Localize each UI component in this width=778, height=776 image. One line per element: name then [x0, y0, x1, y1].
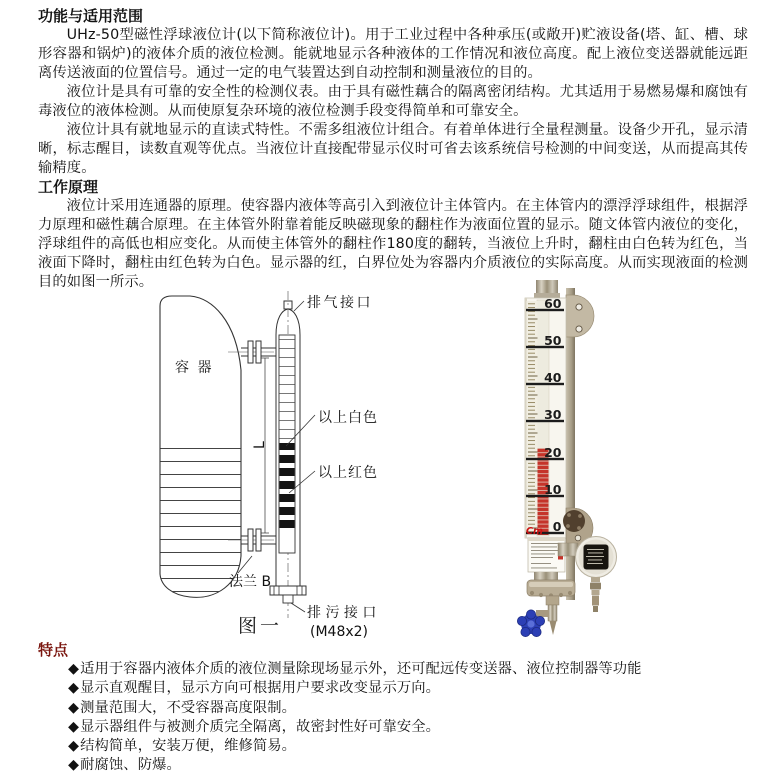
features-list [38, 660, 748, 776]
nameplate-text-line [531, 550, 562, 551]
top-flange-left [248, 341, 253, 363]
scale-label-50: 50 [544, 333, 562, 348]
white-above-label: 以上白色 [318, 410, 378, 426]
feature-text: 显示器组件与被测介质完全隔离，故密封性好可靠安全。 [80, 718, 441, 735]
valve-arm [536, 610, 549, 617]
diamond-bullet-icon: ◆ [68, 718, 80, 735]
flange-bolt [559, 593, 563, 597]
transmitter-stem [558, 543, 578, 556]
scale-label-40: 40 [544, 370, 562, 385]
diamond-bullet-icon: ◆ [68, 661, 80, 677]
half-ticks [527, 301, 538, 535]
drain-port-label: 排 污 接 口 [307, 605, 377, 621]
transmitter-face-text-line [588, 553, 603, 554]
scale-label-0: 0 [552, 519, 562, 534]
drain-leader-line [291, 603, 305, 612]
bracket-bolt-hole [575, 535, 581, 541]
bracket-bolt-hole [576, 326, 582, 332]
nameplate-text-line [531, 557, 553, 558]
vent-leader-line [294, 301, 304, 311]
disc-bolt [578, 514, 582, 518]
vent-label: 排气接口 [307, 295, 373, 311]
transmitter-face-text-line [588, 560, 602, 561]
flange-bolt [568, 591, 572, 595]
diamond-bullet-icon: ◆ [68, 699, 80, 716]
gland-segment [593, 606, 598, 612]
transmitter-face [584, 545, 609, 570]
drain-body [548, 605, 557, 621]
indicator-white-segments [280, 336, 295, 443]
flange-bolt [539, 593, 543, 597]
gland-segment [591, 577, 600, 582]
transmitter-face-text-line [587, 549, 604, 550]
gland-segment [592, 590, 600, 595]
scale-unit-label: Cm [526, 526, 543, 537]
scale-label-10: 10 [544, 482, 562, 497]
drain-stub [283, 595, 293, 603]
nameplate-text-line [531, 568, 557, 569]
diamond-bullet-icon: ◆ [68, 757, 80, 774]
indicator-red-segments [280, 443, 295, 531]
feature-text: 耐腐蚀、防爆。 [80, 757, 181, 774]
feature-item [38, 699, 748, 718]
bottom-flange-left [248, 529, 253, 551]
nameplate-text-line [531, 554, 555, 555]
function-scope-heading: 功能与适用范围 [38, 7, 144, 25]
bottom-flange-right [256, 529, 261, 551]
scale-label-60: 60 [544, 296, 562, 311]
figure-caption: 图一 [238, 615, 283, 637]
figure-area [38, 292, 748, 641]
nameplate-text-line [531, 547, 557, 548]
red-above-label: 以上红色 [318, 465, 378, 481]
level-gauge-photo [503, 280, 668, 645]
vessel-liquid-hatch [161, 446, 241, 595]
function-paragraph-3: 液位计具有就地显示的直读式特性。不需多组液位计组合。有着单体进行全量程测量。设备少开孔，显示清晰，标志醒目，读数直观等优点。当液位计直接配带显示仪时可省去该系统信号检测的中间变送，从而提高其传输精度。 [38, 122, 748, 176]
feature-item [38, 660, 748, 679]
drain-nut [546, 596, 559, 605]
disc-bolt [567, 513, 571, 517]
diamond-bullet-icon: ◆ [68, 738, 80, 755]
gland-segment [590, 583, 601, 590]
nameplate-header [528, 538, 565, 541]
transmitter-face-text-line [586, 556, 604, 557]
function-paragraph-1: UHz-50型磁性浮球液位计(以下简称液位计)。用于工业过程中各种承压(或敞开)贮液设备(塔、缸、槽、球形容器和锅炉)的液体介质的液位检测。能就地显示各种液体的工作情况和液位高度。配上液位变送器就能远距离传送液面的位置信号。通过一定的电气装置达到自动控制和测量液位的目的。 [38, 27, 748, 81]
transmitter-face-text-line [587, 563, 603, 564]
feature-text: 显示直观醒目，显示方向可根据用户要求改变显示万向。 [80, 680, 441, 697]
top-flange-right [256, 341, 261, 363]
drain-tip [550, 621, 557, 635]
vessel-label: 容 器 [175, 360, 214, 376]
flange-b-label: 法兰 B [229, 574, 272, 590]
nameplate-text-line [531, 563, 551, 564]
bottom-flange-highlight [529, 582, 573, 587]
feature-text: 测量范围大，不受容器高度限制。 [80, 699, 297, 716]
feature-item [38, 756, 748, 775]
bracket-bolt-hole [576, 304, 582, 310]
disc-bolt [566, 524, 570, 528]
scale-label-30: 30 [544, 407, 562, 422]
features-heading: 特点 [38, 641, 69, 659]
diamond-bullet-icon: ◆ [68, 680, 80, 697]
feature-text: 结构简单，安装万便，维修简易。 [80, 738, 297, 755]
scale-label-20: 20 [544, 445, 562, 460]
drain-flange [270, 586, 306, 595]
flange-bolt [530, 591, 534, 595]
disc-bolt [577, 526, 581, 530]
feature-item [38, 679, 748, 698]
nameplate-text-line [531, 543, 561, 544]
level-gauge-diagram [146, 286, 381, 644]
principle-paragraph-1: 液位计采用连通器的原理。使容器内液体等高引入到液位计主体管内。在主体管内的漂浮浮球组件，根据浮力原理和磁性藕合原理。在主体管外附靠着能反映磁现象的翻柱作为液面位置的显示。随文体管内液位的变化，浮球组件的高低也相应变化。从而使主体管外的翻柱作180度的翻转，当液位上升时，翻柱由白色转为红色，当液面下降时，翻柱由红色转为白色。显示器的红，白界位处为容器内介质液位的实际高度。从而实现液面的检测目的如图一所示。 [38, 198, 748, 290]
drain-thread-label: (M48x2) [310, 624, 369, 640]
working-principle-heading: 工作原理 [38, 178, 99, 196]
function-paragraph-2: 液位计是具有可靠的安全性的检测仪表。由于具有磁性藕合的隔离密闭结构。尤其适用于易燃易爆和腐蚀有毒液位的液体检测。从而使原复杂环境的液位检测手段变得简单和可靠安全。 [38, 84, 748, 119]
feature-text: 适用于容器内液体介质的液位测量除现场显示外，还可配远传变送器、液位控制器等功能 [80, 661, 642, 677]
feature-item [38, 737, 748, 756]
dimension-label: L [252, 441, 268, 449]
process-flange-disc [563, 510, 585, 532]
gland-segment [592, 596, 599, 606]
